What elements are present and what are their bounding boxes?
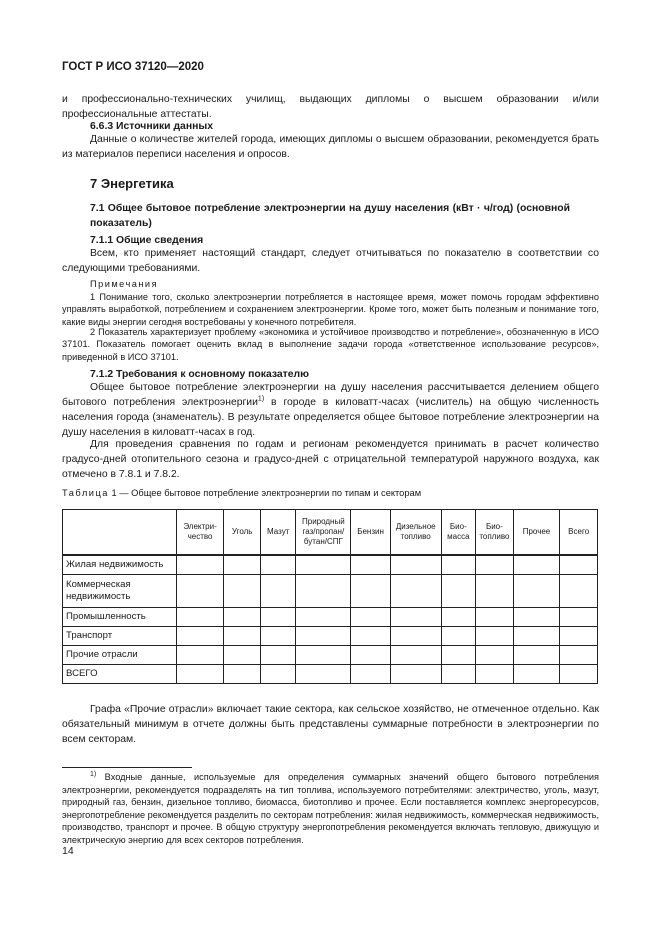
section-6-6-3-text: Данные о количестве жителей города, имеющих дипломы о высшем образовании, рекомендуется брать из материалов переписи населения и опросов.: [62, 134, 599, 160]
table-cell: [176, 627, 224, 646]
table-cell: [176, 646, 224, 665]
table-cell: [560, 646, 598, 665]
table-cell: [476, 555, 514, 575]
table-cell: [260, 646, 296, 665]
table-cell: [296, 608, 351, 627]
section-7-1-2-paragraph-1: Общее бытовое потребление электроэнергии на душу населения рассчитывается делением общего бытового потребления электроэнергии$^{1)}$ в городе в киловатт-часах (числитель) на общую численность населения города (знаменатель). В результате определяется общее бытовое потребление электроэнергии на душу населения в киловатт-часах в год.: [62, 382, 599, 438]
row-label: ВСЕГО: [63, 665, 177, 684]
table-cell: [351, 646, 391, 665]
table-cell: [476, 608, 514, 627]
table-cell: [296, 555, 351, 575]
footnote-separator: [62, 767, 192, 768]
table-cell: [296, 665, 351, 684]
table-cell: [441, 555, 476, 575]
table-cell: [476, 646, 514, 665]
table-cell: [260, 575, 296, 608]
table-cell: [476, 627, 514, 646]
table-cell: [513, 575, 560, 608]
table-cell: [176, 575, 224, 608]
section-6-6-3-heading: 6.6.3 Источники данных: [90, 121, 214, 132]
table-cell: [441, 608, 476, 627]
table-cell: [560, 608, 598, 627]
table-cell: [224, 627, 261, 646]
section-7-heading: 7 Энергетика: [90, 176, 174, 191]
intro-paragraph: и профессионально-технических училищ, выдающих дипломы о высшем образовании и/или профессиональные аттестаты.: [62, 94, 599, 120]
column-header: Мазут: [260, 510, 296, 556]
table-header-row: [63, 510, 598, 556]
row-label: Прочие отрасли: [63, 646, 177, 665]
table-cell: [390, 627, 441, 646]
footnote-ref: 1): [257, 395, 265, 403]
table-cell: [351, 665, 391, 684]
table-cell: [390, 575, 441, 608]
table-cell: [513, 665, 560, 684]
column-header: Био- топливо: [476, 510, 514, 556]
table-cell: [513, 646, 560, 665]
table-cell: [260, 555, 296, 575]
row-label: Жилая недвижимость: [63, 555, 177, 575]
table-cell: [224, 646, 261, 665]
table-caption: Таблица 1 — Общее бытовое потребление электроэнергии по типам и секторам: [62, 488, 422, 498]
table-cell: [224, 608, 261, 627]
table-cell: [441, 627, 476, 646]
column-header: Электри- чество: [176, 510, 224, 556]
table-cell: [176, 665, 224, 684]
energy-consumption-table: [62, 509, 598, 684]
table-cell: [476, 575, 514, 608]
column-header: Дизельное топливо: [390, 510, 441, 556]
footnote-mark: 1): [90, 770, 97, 778]
table-cell: [176, 555, 224, 575]
row-label: Транспорт: [63, 627, 177, 646]
row-label: Промышленность: [63, 608, 177, 627]
column-header: Прочее: [513, 510, 560, 556]
table-cell: [560, 575, 598, 608]
notes-title: Примечания: [90, 279, 159, 289]
table-row: [63, 575, 598, 608]
column-header: Уголь: [224, 510, 261, 556]
table-cell: [351, 608, 391, 627]
table-cell: [476, 665, 514, 684]
table-cell: [351, 575, 391, 608]
table-row: [63, 555, 598, 575]
table-cell: [260, 627, 296, 646]
table-row: [63, 627, 598, 646]
table-cell: [560, 555, 598, 575]
column-header: Всего: [560, 510, 598, 556]
table-row: [63, 608, 598, 627]
table-row: [63, 665, 598, 684]
table-cell: [560, 627, 598, 646]
section-7-1-heading: 7.1 Общее бытовое потребление электроэнергии на душу населения (кВт · ч/год) (основной показатель): [90, 203, 570, 229]
after-table-paragraph: Графа «Прочие отрасли» включает такие сектора, как сельское хозяйство, не отмеченное отдельно. Как обязательный минимум в отчете должны быть представлены суммарные потребности в электроэнергии по всем секторам.: [62, 704, 599, 745]
section-7-1-1-text: Всем, кто применяет настоящий стандарт, следует отчитываться по показателю в соответствии со следующими требованиями.: [62, 248, 599, 274]
table-cell: [176, 608, 224, 627]
table-cell: [441, 575, 476, 608]
document-header: ГОСТ Р ИСО 37120—2020: [62, 61, 204, 73]
table-cell: [351, 627, 391, 646]
page-number: 14: [62, 845, 74, 857]
table-cell: [390, 555, 441, 575]
table-cell: [224, 575, 261, 608]
table-row: [63, 646, 598, 665]
table-cell: [224, 555, 261, 575]
table-header-corner: [63, 510, 177, 556]
note-1: 1 Понимание того, сколько электроэнергии потребляется в настоящее время, может помочь городам эффективно управлять выработкой, потреблением и сохранением электроэнергии. Кроме того, может быть полезным и понимание того, какие виды энергии сегодня востребованы у конечного потребителя.: [62, 292, 599, 327]
table-cell: [390, 646, 441, 665]
table-cell: [441, 665, 476, 684]
column-header: Природный газ/пропан/ бутан/СПГ: [296, 510, 351, 556]
note-2: 2 Показатель характеризует проблему «экономика и устойчивое производство и потребление», обозначенную в ИСО 37101. Показатель помогает оценить вклад в выполнение задачи города «ответственное использование ресурсов», приведенной в ИСО 37101.: [62, 327, 599, 362]
table-cell: [441, 646, 476, 665]
table-cell: [260, 665, 296, 684]
section-7-1-2-heading: 7.1.2 Требования к основному показателю: [90, 369, 310, 380]
table-cell: [513, 627, 560, 646]
section-7-1-2-paragraph-2: Для проведения сравнения по годам и регионам рекомендуется принимать в расчет количество градусо-дней отопительного сезона и градусо-дней с отрицательной температурой наружного воздуха, как отмечено в 7.8.1 и 7.8.2.: [62, 439, 599, 480]
table-cell: [513, 555, 560, 575]
table-cell: [390, 608, 441, 627]
table-cell: [296, 575, 351, 608]
row-label: Коммерческая недвижимость: [63, 575, 177, 608]
column-header: Био- масса: [441, 510, 476, 556]
table-cell: [390, 665, 441, 684]
table-cell: [513, 608, 560, 627]
column-header: Бензин: [351, 510, 391, 556]
table-cell: [296, 627, 351, 646]
footnote: $^{1)}$ Входные данные, используемые для определения суммарных значений общего бытового потребления электроэнергии, рекомендуется подразделять на тип топлива, используемого потребителями: электричество, уголь, мазут, природный газ, бензин, дизельное топливо, биомасса, биотопливо и прочее. Если поставляется комплекс энергоресурсов, энергопотребление рекомендуется разделить по секторам потребления: жилая недвижимость, коммерческая недвижимость, производство, транспорт и прочее. В общую структуру энергопотребления рекомендуется включать тепловую, движущую и электрическую энергию для всех секторов потребления.: [62, 770, 599, 845]
table-cell: [351, 555, 391, 575]
table-cell: [560, 665, 598, 684]
table-cell: [224, 665, 261, 684]
table-cell: [296, 646, 351, 665]
table-cell: [260, 608, 296, 627]
section-7-1-1-heading: 7.1.1 Общие сведения: [90, 235, 204, 246]
